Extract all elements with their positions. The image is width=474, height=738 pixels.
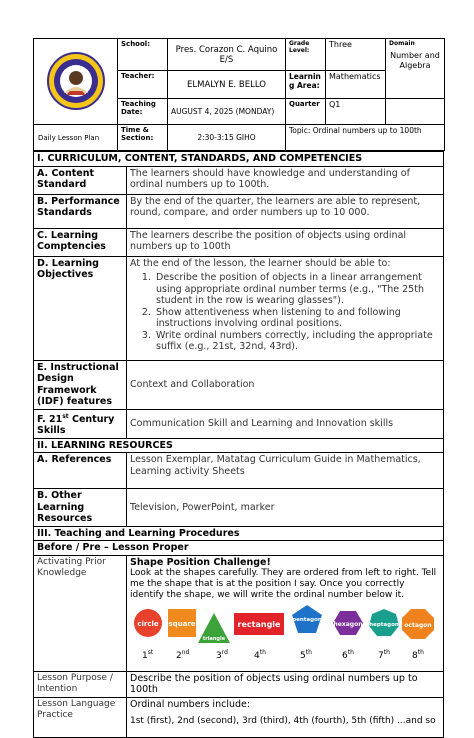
skills-label: F. 21st Century Skills xyxy=(34,409,127,438)
other-resources-text: Television, PowerPoint, marker xyxy=(127,489,444,527)
objective-item: 2. Show attentiveness when listening to and following instructions involving ordinal positions. xyxy=(154,307,440,330)
idf-text: Context and Collaboration xyxy=(127,360,444,409)
school-label: School: xyxy=(118,39,168,71)
date-label: Teaching Date: xyxy=(118,99,168,125)
challenge-title: Shape Position Challenge! xyxy=(130,556,271,568)
empty-cell xyxy=(386,99,445,125)
ordinal-label: 2nd xyxy=(176,649,190,662)
shape-label: rectangle xyxy=(237,620,281,630)
quarter-value: Q1 xyxy=(326,99,386,125)
content-standard-label: A. Content Standard xyxy=(34,166,127,194)
activating-cell xyxy=(127,555,444,671)
objective-item: 1. Describe the position of objects in a linear arrangement using appropriate ordinal number terms (e.g., "The 25th student in the row is wearing glasses"). xyxy=(154,272,440,307)
shape-label: square xyxy=(168,620,196,629)
learning-area-label: Learnin g Area: xyxy=(286,71,326,99)
quarter-label: Quarter xyxy=(286,99,326,125)
ordinal-label: 7th xyxy=(378,649,390,662)
ordinal-label: 3rd xyxy=(216,649,228,662)
competencies-label: C. Learning Comptencies xyxy=(34,228,127,256)
objectives-list xyxy=(154,272,440,353)
learning-area-value: Mathematics xyxy=(326,71,386,99)
teacher-label: Teacher: xyxy=(118,71,168,99)
school-value: Pres. Corazon C. Aquino E/S xyxy=(168,39,286,71)
idf-label: E. Instructional Design Framework (IDF) features xyxy=(34,360,127,409)
shapes-graphic xyxy=(130,603,442,647)
shape-label: circle xyxy=(137,620,159,629)
language-label: Lesson Language Practice xyxy=(34,697,127,737)
domain-value: Number and Algebra xyxy=(390,51,440,70)
ordinal-label: 6th xyxy=(342,649,354,662)
shape-label: heptagon xyxy=(369,622,399,629)
shape-label: octagon xyxy=(404,622,432,630)
objective-item: 3. Write ordinal numbers correctly, including the appropriate suffix (e.g., 21st, 32nd, 43rd). xyxy=(154,330,440,353)
shape-label: pentagon xyxy=(292,617,322,624)
topic-text: Topic: Ordinal numbers up to 100th xyxy=(286,125,445,151)
section-resources: II. LEARNING RESOURCES xyxy=(34,438,444,453)
references-text: Lesson Exemplar, Matatag Curriculum Guide in Mathematics, Learning activity Sheets xyxy=(127,453,444,489)
shape-row xyxy=(130,603,440,647)
performance-label: B. Performance Standards xyxy=(34,194,127,228)
language-cell xyxy=(127,697,444,737)
challenge-text: Look at the shapes carefully. They are ordered from left to right. Tell me the shape that is at the position I say. Once you correctly identify the shape, we will write the ordinal number below it. xyxy=(130,568,437,601)
school-seal-icon xyxy=(46,51,106,111)
content-standard-text: The learners should have knowledge and understanding of ordinal numbers up to 100th. xyxy=(127,166,444,194)
ordinal-label: 8th xyxy=(412,649,424,662)
competencies-text: The learners describe the position of objects using ordinal numbers up to 100th xyxy=(127,228,444,256)
ordinal-label: 5th xyxy=(300,649,312,662)
date-value: AUGUST 4, 2025 (MONDAY) xyxy=(168,99,286,125)
time-label: Time & Section: xyxy=(118,125,168,151)
purpose-label: Lesson Purpose / Intention xyxy=(34,671,127,697)
purpose-text: Describe the position of objects using ordinal numbers up to 100th xyxy=(127,671,444,697)
activating-label: Activating Prior Knowledge xyxy=(34,555,127,671)
ordinal-label: 1st xyxy=(142,649,154,662)
language-title: Ordinal numbers include: xyxy=(130,698,251,710)
references-label: A. References xyxy=(34,453,127,489)
other-resources-label: B. Other Learning Resources xyxy=(34,489,127,527)
skills-text: Communication Skill and Learning and Innovation skills xyxy=(127,409,444,438)
objectives-intro: At the end of the lesson, the learner should be able to: xyxy=(130,257,391,269)
ordinal-row xyxy=(130,647,440,662)
objectives-cell xyxy=(127,256,444,360)
doc-title: Daily Lesson Plan xyxy=(34,125,118,151)
domain-label: Domain xyxy=(389,40,415,47)
lesson-plan-page xyxy=(33,38,444,727)
shape-label: hexagon xyxy=(333,621,363,629)
before-lesson-heading: Before / Pre – Lesson Proper xyxy=(34,541,444,556)
time-value: 2:30-3:15 GIHO xyxy=(168,125,286,151)
teacher-value: ELMALYN E. BELLO xyxy=(168,71,286,99)
lesson-body-table xyxy=(33,151,444,738)
language-text: 1st (first), 2nd (second), 3rd (third), 4th (fourth), 5th (fifth) ...and so xyxy=(130,716,436,727)
grade-value: Three xyxy=(326,39,386,71)
domain-cell xyxy=(386,39,445,99)
school-logo-cell xyxy=(34,39,118,125)
performance-text: By the end of the quarter, the learners are able to represent, round, compare, and order numbers up to 10 000. xyxy=(127,194,444,228)
ordinal-label: 4th xyxy=(254,649,266,662)
header-table xyxy=(33,38,445,151)
grade-label: Grade Level: xyxy=(286,39,326,71)
objectives-label: D. Learning Objectives xyxy=(34,256,127,360)
section-curriculum: I. CURRICULUM, CONTENT, STANDARDS, AND COMPETENCIES xyxy=(34,152,444,167)
section-procedures: III. Teaching and Learning Procedures xyxy=(34,526,444,541)
shape-label: triangle xyxy=(202,636,226,643)
